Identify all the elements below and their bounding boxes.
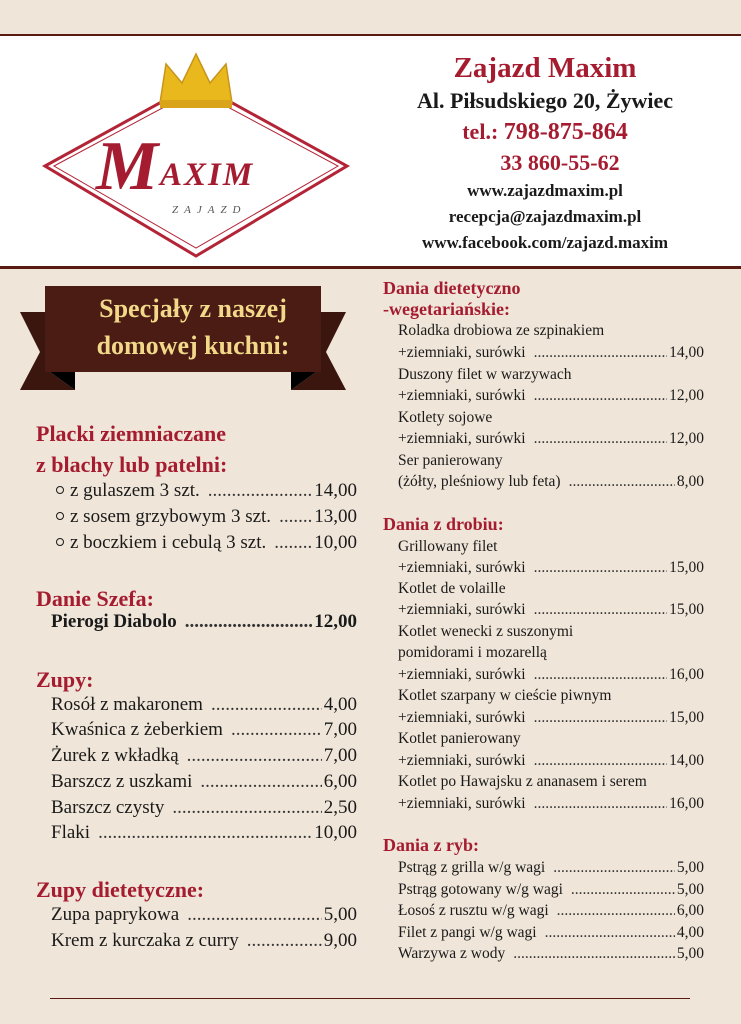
- item-price: 10,00: [314, 532, 357, 553]
- item-price: 15,00: [669, 709, 704, 726]
- item-name: z sosem grzybowym 3 szt.: [70, 506, 272, 527]
- item-price: 2,50: [323, 797, 357, 818]
- specials-banner-text: [40, 290, 346, 364]
- item-name: Pierogi Diabolo: [51, 611, 177, 632]
- item-price: 5,00: [323, 904, 357, 925]
- item-name: Barszcz z uszkami: [51, 771, 193, 792]
- menu-item: [398, 709, 704, 727]
- banner-line-1: Specjały z naszej: [99, 294, 287, 323]
- website-link[interactable]: www.zajazdmaxim.pl: [467, 181, 623, 200]
- zupy-diet-title: Zupy dietetyczne:: [36, 877, 205, 902]
- item-name: Filet z pangi w/g wagi: [398, 924, 537, 941]
- menu-item: [56, 480, 357, 502]
- diet-title-1: Dania dietetyczno: [383, 278, 521, 298]
- menu-item: [51, 771, 357, 793]
- menu-item: [398, 666, 704, 684]
- menu-item: [51, 822, 357, 844]
- item-sub: +ziemniaki, surówki: [398, 430, 526, 447]
- item-sub: +ziemniaki, surówki: [398, 559, 526, 576]
- contact-block: [380, 50, 710, 256]
- item-price: 14,00: [669, 752, 704, 769]
- item-price: 10,00: [314, 822, 357, 843]
- item-price: 5,00: [676, 859, 704, 876]
- item-name: Krem z kurczaka z curry: [51, 930, 239, 951]
- menu-item: [398, 902, 704, 920]
- menu-item: [51, 745, 357, 767]
- item-price: 4,00: [676, 924, 704, 941]
- item-price: 6,00: [676, 902, 704, 919]
- item-name: Barszcz czysty: [51, 797, 165, 818]
- item-name: Kotlet panierowany: [398, 730, 521, 747]
- item-price: 15,00: [669, 601, 704, 618]
- item-price: 6,00: [323, 771, 357, 792]
- bullet-icon: [56, 538, 64, 546]
- item-price: 7,00: [323, 719, 357, 740]
- menu-item: [51, 797, 357, 819]
- item-name: Kotlet de volaille: [398, 580, 506, 597]
- drob-title: Dania z drobiu:: [383, 514, 504, 534]
- item-price: 12,00: [314, 611, 357, 632]
- menu-item: [56, 506, 357, 528]
- item-name: z boczkiem i cebulą 3 szt.: [70, 532, 267, 553]
- banner-line-2: domowej kuchni:: [96, 331, 290, 360]
- item-price: 12,00: [669, 387, 704, 404]
- diet-title-2: -wegetariańskie:: [383, 299, 510, 319]
- item-name: Kwaśnica z żeberkiem: [51, 719, 223, 740]
- item-sub: +ziemniaki, surówki: [398, 709, 526, 726]
- item-price: 14,00: [314, 480, 357, 501]
- menu-item: [51, 611, 357, 633]
- menu-item: [398, 473, 704, 491]
- item-name: Duszony filet w warzywach: [398, 366, 572, 383]
- svg-text:ZAJAZD: ZAJAZD: [172, 204, 247, 216]
- svg-text:M: M: [96, 128, 159, 205]
- item-name: Łosoś z rusztu w/g wagi: [398, 902, 549, 919]
- item-sub: +ziemniaki, surówki: [398, 601, 526, 618]
- address: Al. Piłsudskiego 20, Żywiec: [416, 88, 674, 113]
- item-sub: (żółty, pleśniowy lub feta): [398, 473, 561, 490]
- item-price: 8,00: [676, 473, 704, 490]
- menu-item: [398, 945, 704, 963]
- svg-text:AXIM: AXIM: [160, 157, 255, 193]
- item-name: Grillowany filet: [398, 538, 498, 555]
- bullet-icon: [56, 486, 64, 494]
- ryby-title: Dania z ryb:: [383, 835, 479, 855]
- menu-item: [398, 859, 704, 877]
- crown-icon: [160, 54, 232, 108]
- menu-item: [398, 881, 704, 899]
- placki-title-1: Placki ziemniaczane: [36, 421, 227, 446]
- item-name: Pstrąg z grilla w/g wagi: [398, 859, 546, 876]
- item-name: z gulaszem 3 szt.: [70, 480, 200, 501]
- item-name: Kotlet szarpany w cieście piwnym: [398, 687, 612, 704]
- item-sub: +ziemniaki, surówki: [398, 387, 526, 404]
- item-name: Roladka drobiowa ze szpinakiem: [398, 322, 605, 339]
- szef-title: Danie Szefa:: [36, 586, 154, 611]
- item-price: 4,00: [323, 694, 357, 715]
- menu-item: [398, 601, 704, 619]
- item-sub: +ziemniaki, surówki: [398, 752, 526, 769]
- item-price: 16,00: [669, 666, 704, 683]
- tel-label: tel.:: [462, 119, 499, 144]
- item-name: Flaki: [51, 822, 91, 843]
- item-price: 7,00: [323, 745, 357, 766]
- item-sub: +ziemniaki, surówki: [398, 795, 526, 812]
- phone-line: [380, 116, 710, 148]
- item-price: 12,00: [669, 430, 704, 447]
- menu-item: [398, 430, 704, 448]
- item-name: Zupa paprykowa: [51, 904, 180, 925]
- phone-1: 798-875-864: [503, 119, 628, 145]
- item-name: Kotlet po Hawajsku z ananasem i serem: [398, 773, 647, 790]
- menu-item: [56, 532, 357, 554]
- header: [0, 36, 741, 269]
- menu-item: [51, 719, 357, 741]
- bullet-icon: [56, 512, 64, 520]
- facebook-link[interactable]: www.facebook.com/zajazd.maxim: [422, 233, 668, 252]
- menu-item: [398, 752, 704, 770]
- item-name: Kotlet wenecki z suszonymi: [398, 623, 574, 640]
- item-name: Pstrąg gotowany w/g wagi: [398, 881, 563, 898]
- phone-2: 33 860-55-62: [500, 150, 620, 175]
- item-sub: +ziemniaki, surówki: [398, 666, 526, 683]
- email-link[interactable]: recepcja@zajazdmaxim.pl: [448, 207, 642, 226]
- item-price: 13,00: [314, 506, 357, 527]
- item-price: 16,00: [669, 795, 704, 812]
- menu-item: [398, 924, 704, 942]
- item-name: Kotlety sojowe: [398, 409, 493, 426]
- menu-item: [51, 694, 357, 716]
- menu-item: [398, 795, 704, 813]
- menu-item: [51, 904, 357, 926]
- item-name: Ser panierowany: [398, 452, 503, 469]
- item-price: 9,00: [323, 930, 357, 951]
- restaurant-name: Zajazd Maxim: [453, 52, 637, 84]
- item-name-2: pomidorami i mozarellą: [398, 644, 547, 661]
- zupy-title: Zupy:: [36, 667, 94, 692]
- bottom-divider: [50, 998, 690, 999]
- placki-title-2: z blachy lub patelni:: [36, 452, 228, 477]
- menu-item: [398, 344, 704, 362]
- item-name: Żurek z wkładką: [51, 745, 179, 766]
- item-price: 15,00: [669, 559, 704, 576]
- item-name: Warzywa z wody: [398, 945, 506, 962]
- item-price: 5,00: [676, 945, 704, 962]
- item-sub: +ziemniaki, surówki: [398, 344, 526, 361]
- menu-item: [51, 930, 357, 952]
- item-name: Rosół z makaronem: [51, 694, 203, 715]
- item-price: 5,00: [676, 881, 704, 898]
- menu-item: [398, 387, 704, 405]
- item-price: 14,00: [669, 344, 704, 361]
- top-band: [0, 0, 741, 36]
- maxim-logo: [40, 46, 352, 261]
- menu-item: [398, 559, 704, 577]
